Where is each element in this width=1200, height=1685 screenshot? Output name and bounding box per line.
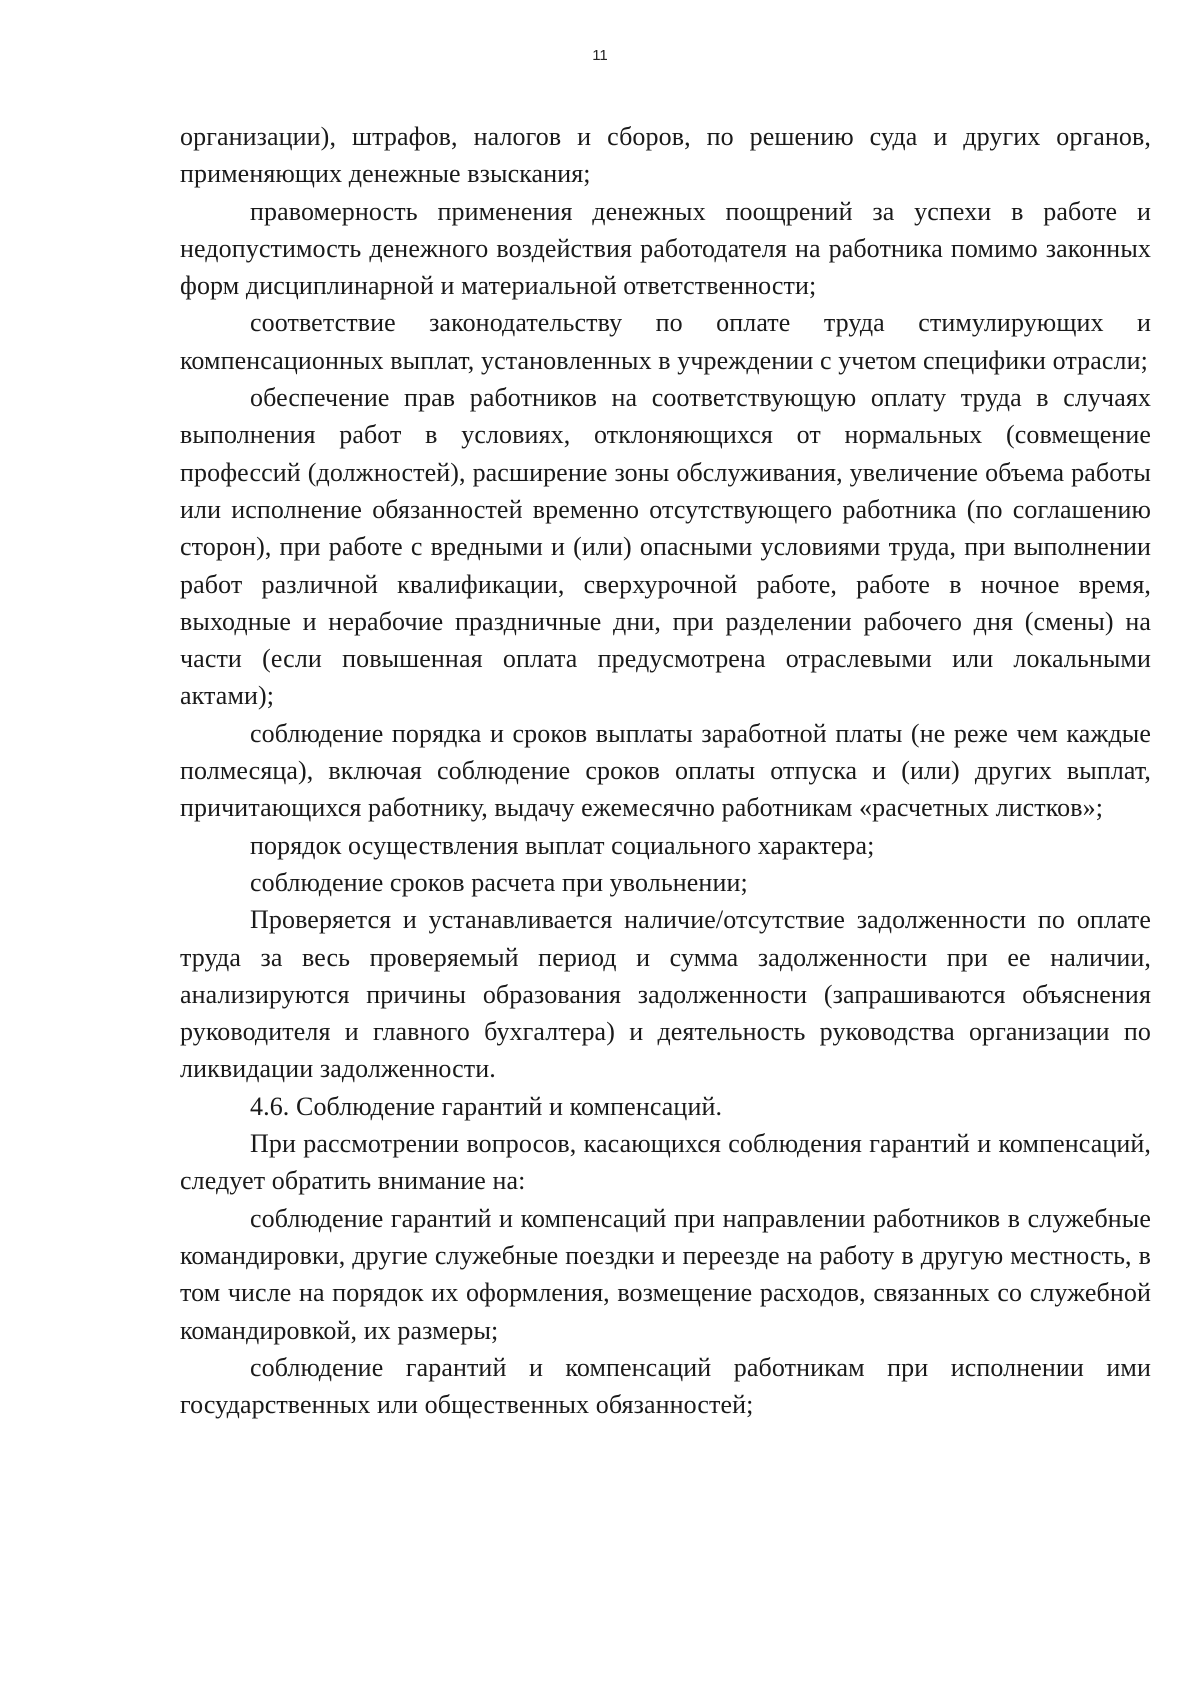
paragraph-business-trips: соблюдение гарантий и компенсаций при направлении работников в служебные командировки, другие служебные поездки и переезде на работу в другую местность, в том числе на порядок их оформления, возмещение расходов, связанных со служебной командировкой, их размеры; bbox=[180, 1203, 1151, 1345]
paragraph-fines-continuation: организации), штрафов, налогов и сборов, по решению суда и других органов, применяющих денежные взыскания; bbox=[180, 122, 1151, 189]
paragraph-compensation-compliance: соответствие законодательству по оплате труда стимулирующих и компенсационных выплат, установленных в учреждении с учетом специфики отрасли; bbox=[180, 308, 1151, 375]
paragraph-incentives-legitimacy: правомерность применения денежных поощрений за успехи в работе и недопустимость денежного воздействия работодателя на работника помимо законных форм дисциплинарной и материальной ответственности; bbox=[180, 196, 1151, 301]
paragraph-payment-terms: соблюдение порядка и сроков выплаты заработной платы (не реже чем каждые полмесяца), включая соблюдение сроков оплаты отпуска и (или) других выплат, причитающихся работнику, выдачу ежемесячно работникам «расчетных листков»; bbox=[180, 718, 1151, 823]
document-body bbox=[180, 118, 1151, 1423]
section-heading-4-6: 4.6. Соблюдение гарантий и компенсаций. bbox=[250, 1091, 723, 1121]
page-number: 11 bbox=[592, 47, 608, 64]
paragraph-public-duties: соблюдение гарантий и компенсаций работникам при исполнении ими государственных или общественных обязанностей; bbox=[180, 1352, 1151, 1420]
paragraph-wage-arrears: Проверяется и устанавливается наличие/отсутствие задолженности по оплате труда за весь проверяемый период и сумма задолженности при ее наличии, анализируются причины образования задолженности (запрашиваются объяснения руководителя и главного бухгалтера) и деятельность руководства организации по ликвидации задолженности. bbox=[180, 905, 1151, 1084]
paragraph-workers-rights: обеспечение прав работников на соответствующую оплату труда в случаях выполнения работ в условиях, отклоняющихся от нормальных (совмещение профессий (должностей), расширение зоны обслуживания, увеличение объема работы или исполнение обязанностей временно отсутствующего работника (по соглашению сторон), при работе с вредными и (или) опасными условиями труда, при выполнении работ различной квалификации, сверхурочной работе, работе в ночное время, выходные и нерабочие праздничные дни, при разделении рабочего дня (смены) на части (если повышенная оплата предусмотрена отраслевыми или локальными актами); bbox=[180, 383, 1151, 711]
paragraph-guarantees-intro: При рассмотрении вопросов, касающихся соблюдения гарантий и компенсаций, следует обратить внимание на: bbox=[180, 1129, 1151, 1196]
paragraph-social-payments: порядок осуществления выплат социального характера; bbox=[250, 830, 875, 860]
paragraph-dismissal-settlement: соблюдение сроков расчета при увольнении; bbox=[250, 867, 748, 897]
